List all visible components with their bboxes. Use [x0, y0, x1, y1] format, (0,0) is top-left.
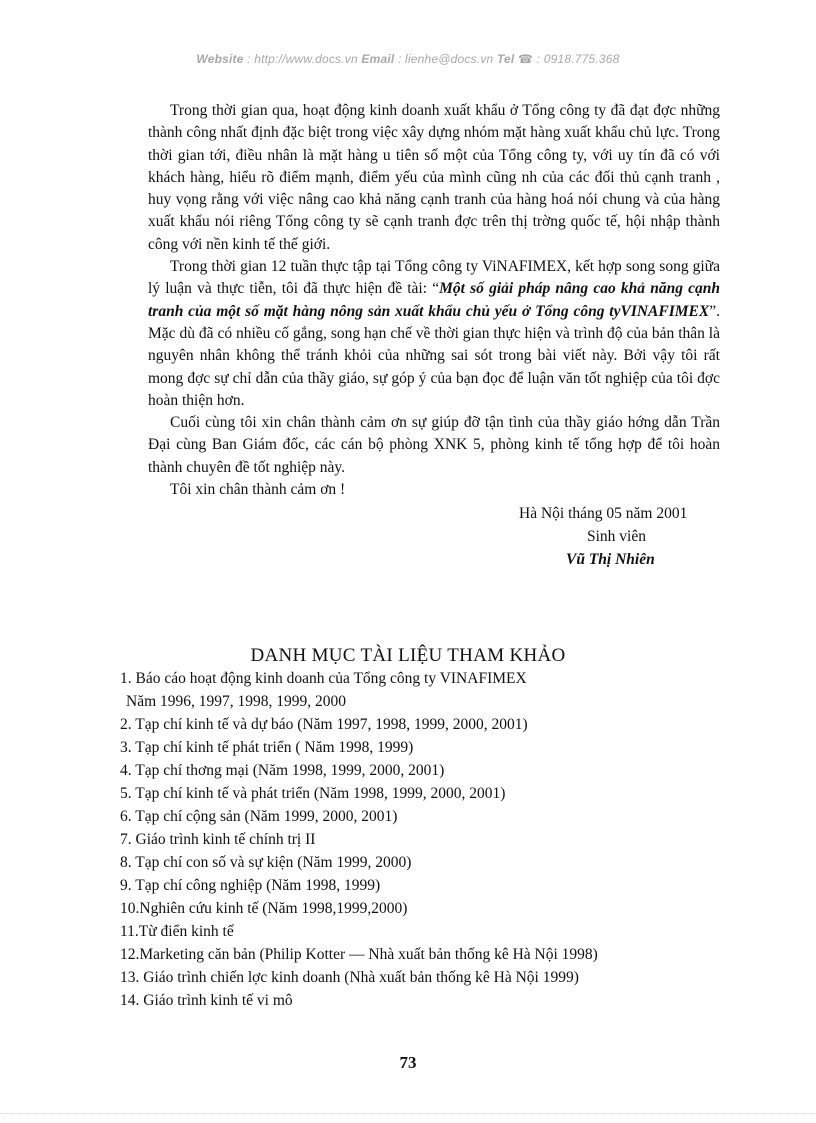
closing-line: Tôi xin chân thành cảm ơn !: [170, 481, 346, 499]
reference-item: 7. Giáo trình kinh tế chính trị II: [120, 831, 316, 848]
reference-item: 2. Tạp chí kinh tế và dự báo (Năm 1997, 1998, 1999, 2000, 2001): [120, 716, 528, 733]
reference-item: Năm 1996, 1997, 1998, 1999, 2000: [126, 693, 347, 710]
phone-icon: ☎: [517, 52, 534, 66]
signature-place-date: Hà Nội tháng 05 năm 2001: [519, 505, 688, 523]
paragraph-1: Trong thời gian qua, hoạt động kinh doanh xuất khẩu ở Tổng công ty đã đạt đợc những thành công nhất định đặc biệt trong việc xây dựng nhóm mặt hàng xuất khẩu chủ lực. Trong thời gian tới, điều nhân là mặt hàng u tiên số một của Tổng công ty, với uy tín đã có với khách hàng, hiểu rõ điểm mạnh, điểm yếu của mình cũng nh của các đối thủ cạnh tranh , huy vọng rằng với việc nâng cao khả năng cạnh tranh của hàng hoá nói chung và của hàng xuất khẩu nói riêng Tổng công ty sẽ cạnh tranh đợc trên thị trờng quốc tế, hội nhập thành công với nền kinh tế thế giới.: [148, 102, 720, 253]
references-title: DANH MỤC TÀI LIỆU THAM KHẢO: [250, 645, 566, 666]
email-value: : lienhe@docs.vn: [394, 52, 497, 66]
paragraph-2-intro: Trong thời gian 12 tuần thực tập tại Tổng công ty ViNAFIMEX, kết hợp song song giữa lý luận và thực tiễn, tôi đã thực hiện đề tài: “: [148, 258, 720, 298]
tel-value: : 0918.775.368: [533, 52, 620, 66]
reference-item: 10.Nghiên cứu kinh tế (Năm 1998,1999,2000): [120, 900, 408, 917]
paragraph-2: [148, 256, 720, 412]
signature-name: Vũ Thị Nhiên: [566, 551, 655, 569]
website-label: Website: [196, 52, 244, 66]
reference-item: 14. Giáo trình kinh tế vi mô: [120, 992, 293, 1009]
page-bottom-rule: [0, 1113, 816, 1114]
thesis-title: Một số giải pháp nâng cao khả năng cạnh tranh của một số mặt hàng nông sản xuất khẩu chủ yếu ở Tổng công tyVINAFIMEX: [148, 280, 720, 320]
signature-block: [148, 502, 720, 571]
reference-item: 3. Tạp chí kinh tế phát triển ( Năm 1998, 1999): [120, 739, 414, 756]
paragraph-3: Cuối cùng tôi xin chân thành cảm ơn sự giúp đỡ tận tình của thầy giáo hớng dẫn Trần Đại cùng Ban Giám đốc, các cán bộ phòng XNK 5, phòng kinh tế tổng hợp để tôi hoàn thành chuyên đề tốt nghiệp này.: [148, 414, 720, 476]
page-number: 73: [399, 1053, 417, 1072]
reference-item: 12.Marketing căn bản (Philip Kotter — Nhà xuất bản thống kê Hà Nội 1998): [120, 946, 598, 963]
reference-item: 4. Tạp chí thơng mại (Năm 1998, 1999, 2000, 2001): [120, 762, 445, 779]
references-list: [120, 667, 598, 1012]
reference-item: 5. Tạp chí kinh tế và phát triển (Năm 1998, 1999, 2000, 2001): [120, 785, 506, 802]
tel-label: Tel: [496, 52, 515, 66]
reference-item: 1. Báo cáo hoạt động kinh doanh của Tổng công ty VINAFIMEX: [120, 670, 527, 687]
reference-item: 8. Tạp chí con số và sự kiện (Năm 1999, 2000): [120, 854, 412, 871]
signature-role: Sinh viên: [587, 528, 646, 546]
email-label: Email: [361, 52, 395, 66]
reference-item: 13. Giáo trình chiến lợc kinh doanh (Nhà xuất bản thống kê Hà Nội 1999): [120, 969, 579, 986]
paragraph-2-rest: ”. Mặc dù đã có nhiều cố gắng, song hạn chế về thời gian thực hiện và trình độ của bản thân là nguyên nhân không thể tránh khỏi của những sai sót trong bài viết này. Bởi vậy tôi rất mong đợc sự chỉ dẫn của thầy giáo, sự góp ý của bạn đọc để luận văn tốt nghiệp của tôi đợc hoàn thiện hơn.: [148, 302, 720, 409]
reference-item: 9. Tạp chí công nghiệp (Năm 1998, 1999): [120, 877, 381, 894]
document-body: [148, 100, 720, 571]
reference-item: 11.Từ điển kinh tế: [120, 923, 234, 940]
page-header: [0, 52, 816, 66]
website-value: : http://www.docs.vn: [243, 52, 362, 66]
reference-item: 6. Tạp chí cộng sản (Năm 1999, 2000, 2001): [120, 808, 398, 825]
